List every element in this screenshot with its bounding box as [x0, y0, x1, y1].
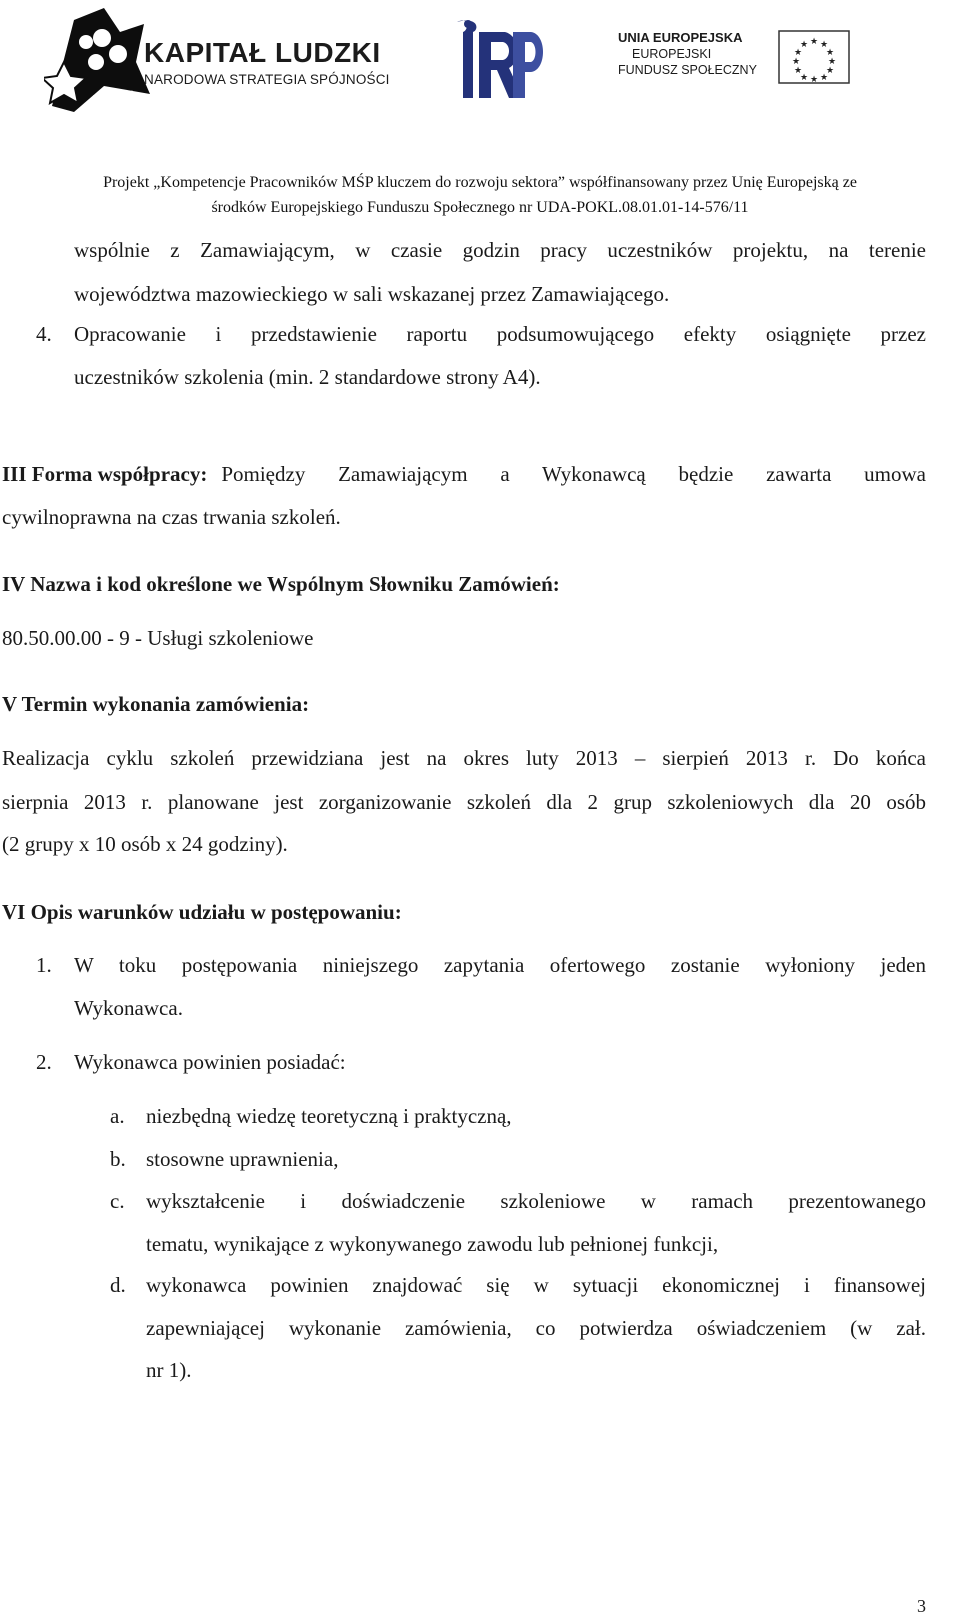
svg-text:★: ★ [809, 74, 819, 84]
item2-text: Wykonawca powinien posiadać: [74, 1050, 346, 1074]
item2-number: 2. [36, 1050, 52, 1074]
project-info-line2: środków Europejskiego Funduszu Społecznego nr UDA-POKL.08.01.01-14-576/11 [211, 199, 749, 216]
eu-logo-line1: UNIA EUROPEJSKA [618, 30, 743, 45]
section6-heading: VI Opis warunków udziału w postępowaniu: [2, 900, 402, 924]
subitem-a-letter: a. [110, 1104, 125, 1128]
kapital-ludzki-subtitle: NARODOWA STRATEGIA SPÓJNOŚCI [144, 72, 390, 87]
section3-heading: III Forma współpracy: [2, 462, 208, 486]
svg-text:★: ★ [799, 39, 809, 49]
page-number: 3 [917, 1596, 926, 1616]
eu-flag-icon [778, 30, 850, 84]
svg-text:★: ★ [819, 72, 829, 82]
eu-logo [618, 30, 898, 90]
section5-line1: Realizacja cyklu szkoleń przewidziana jest na okres luty 2013 – sierpień 2013 r. Do końca [2, 746, 926, 770]
subitem-c-line2: tematu, wynikające z wykonywanego zawodu lub pełnionej funkcji, [146, 1232, 719, 1256]
svg-text:★: ★ [825, 47, 835, 57]
subitem-b-line1: stosowne uprawnienia, [146, 1147, 339, 1171]
svg-text:★: ★ [793, 47, 803, 57]
svg-text:★: ★ [791, 56, 801, 66]
section5-heading: V Termin wykonania zamówienia: [2, 692, 310, 716]
section3-text-line1: Pomiędzy Zamawiającym a Wykonawcą będzie zawarta umowa [221, 462, 926, 486]
subitem-c-letter: c. [110, 1189, 125, 1213]
eu-logo-line2: EUROPEJSKI [632, 47, 712, 61]
svg-text:★: ★ [793, 65, 803, 75]
project-info [0, 170, 960, 220]
subitem-a-line1: niezbędną wiedzę teoretyczną i praktyczną, [146, 1104, 512, 1128]
subitem-c-line1: wykształcenie i doświadczenie szkoleniowe w ramach prezentowanego [146, 1189, 926, 1213]
subitem-d-line1: wykonawca powinien znajdować się w sytuacji ekonomicznej i finansowej [146, 1273, 926, 1297]
section5-line2: sierpnia 2013 r. planowane jest zorganizowanie szkoleń dla 2 grup szkoleniowych dla 20 osób [2, 790, 926, 814]
rp-logo-icon [455, 18, 545, 98]
item1-number: 1. [36, 953, 52, 977]
svg-text:★: ★ [799, 72, 809, 82]
section5-line3: (2 grupy x 10 osób x 24 godziny). [2, 832, 288, 856]
section4-heading: IV Nazwa i kod określone we Wspólnym Słowniku Zamówień: [2, 572, 560, 596]
item1-line2: Wykonawca. [74, 996, 183, 1020]
subitem-d-line3: nr 1). [146, 1358, 192, 1382]
subitem-d-letter: d. [110, 1273, 126, 1297]
eu-logo-text [618, 30, 757, 78]
continuation-line1: wspólnie z Zamawiającym, w czasie godzin pracy uczestników projektu, na terenie [74, 238, 926, 262]
section3-first-line [2, 462, 926, 487]
continuation-line2: województwa mazowieckiego w sali wskazanej przez Zamawiającego. [74, 282, 670, 306]
section3-text-line2: cywilnoprawna na czas trwania szkoleń. [2, 505, 341, 529]
svg-text:★: ★ [827, 56, 837, 66]
section4-cpv-code: 80.50.00.00 - 9 - Usługi szkoleniowe [2, 626, 314, 650]
eu-logo-line3: FUNDUSZ SPOŁECZNY [618, 63, 757, 77]
header-logos [0, 0, 960, 160]
kapital-ludzki-title: KAPITAŁ LUDZKI [144, 37, 381, 68]
item4-line1: Opracowanie i przedstawienie raportu podsumowującego efekty osiągnięte przez [74, 322, 926, 346]
item1-line1: W toku postępowania niniejszego zapytania ofertowego zostanie wyłoniony jeden [74, 953, 926, 977]
project-info-line1: Projekt „Kompetencje Pracowników MŚP kluczem do rozwoju sektora” współfinansowany przez Unię Europejską ze [103, 174, 857, 191]
kapital-ludzki-emblem-icon [44, 2, 156, 112]
kapital-ludzki-logo [44, 2, 394, 112]
subitem-d-line2: zapewniającej wykonanie zamówienia, co potwierdza oświadczeniem (w zał. [146, 1316, 926, 1340]
svg-text:★: ★ [819, 39, 829, 49]
subitem-b-letter: b. [110, 1147, 126, 1171]
item4-number: 4. [36, 322, 52, 346]
item4-line2: uczestników szkolenia (min. 2 standardowe strony A4). [74, 365, 541, 389]
svg-text:★: ★ [825, 65, 835, 75]
svg-text:★: ★ [809, 36, 819, 46]
